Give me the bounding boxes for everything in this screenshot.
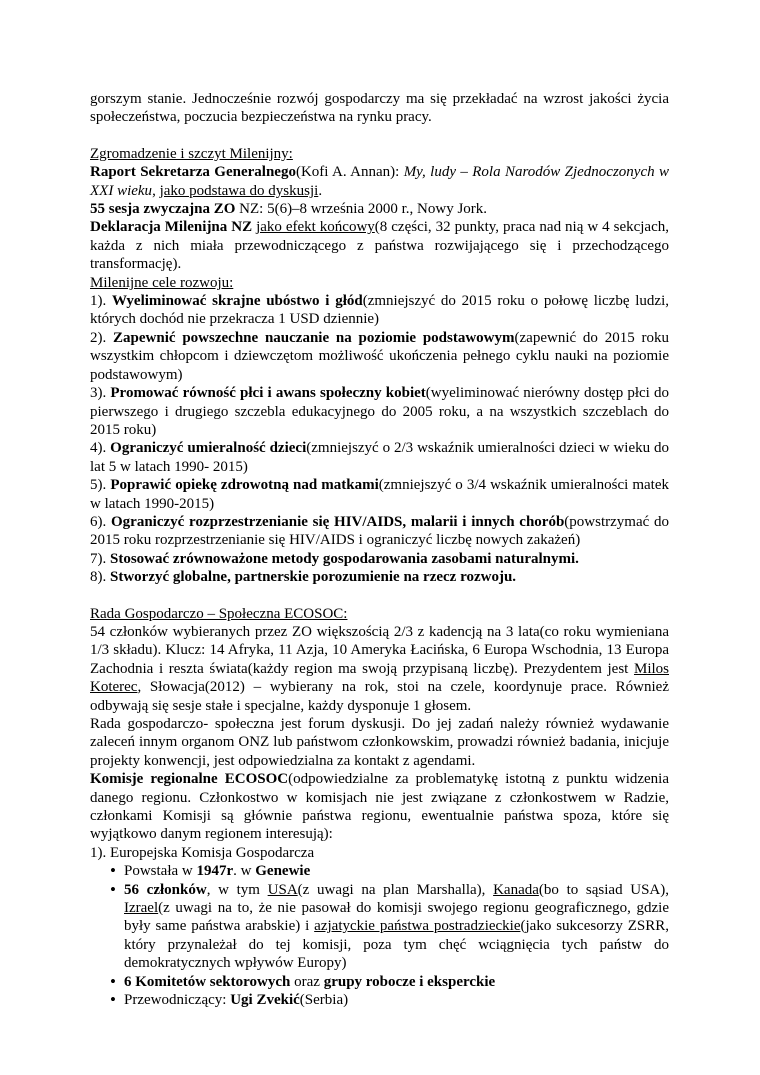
bullet-chair: • Przewodniczący: Ugi Zvekić(Serbia) bbox=[124, 991, 669, 1009]
session-line: 55 sesja zwyczajna ZO NZ: 5(6)–8 września 2000 r., Nowy Jork. bbox=[90, 201, 488, 218]
commission-title: 1). Europejska Komisja Gospodarcza bbox=[90, 844, 315, 861]
report-line: Raport Sekretarza Generalnego(Kofi A. Annan): My, ludy – Rola Narodów Zjednoczonych w XXI wieku, jako podstawa do dyskusji. bbox=[90, 164, 669, 199]
commission-bullet-list bbox=[90, 862, 669, 1009]
spacer bbox=[90, 127, 669, 145]
declaration-line: Deklaracja Milenijna NZ jako efekt końcowy(8 części, 32 punkty, praca nad nią w 4 sekcjach, każda z nich miała przewodniczącego z państwa rozwijającego się i przechodzącego transformację). bbox=[90, 219, 669, 273]
president-name: Milos Koterec bbox=[90, 660, 669, 696]
bullet-founded: • Powstała w 1947r. w Genewie bbox=[124, 862, 669, 880]
millennium-heading: Zgromadzenie i szczyt Milenijny: bbox=[90, 145, 293, 162]
goal-item: 5). Poprawić opiekę zdrowotną nad matkami(zmniejszyć o 3/4 wskaźnik umieralności matek w latach 1990-2015) bbox=[90, 477, 669, 512]
bullet-members: • 56 członków, w tym USA(z uwagi na plan Marshalla), Kanada(bo to sąsiad USA), Izrael(z uwagi na to, że nie pasował do komisji swojego regionu geograficznego, gdzie były same państwa arabskie) i azjatyckie państwa postradzieckie(jako sukcesorzy ZSRR, który przynależał do tej komisji, poza tym chęć wciągnięcia tych państw do demokratycznych wpływów Europy) bbox=[124, 881, 669, 973]
ecosoc-heading: Rada Gospodarczo – Społeczna ECOSOC: bbox=[90, 605, 348, 622]
goal-item: 6). Ograniczyć rozprzestrzenianie się HIV/AIDS, malarii i innych chorób(powstrzymać do 2015 roku rozprzestrzenianie się HIV/AIDS i ograniczyć liczbę nowych zakażeń) bbox=[90, 513, 670, 549]
goals-heading: Milenijne cele rozwoju: bbox=[90, 274, 234, 291]
intro-paragraph: gorszym stanie. Jednocześnie rozwój gospodarczy ma się przekładać na wzrost jakości życia społeczeństwa, poczucia bezpieczeństwa na rynku pracy. bbox=[90, 91, 669, 126]
document-page bbox=[90, 90, 669, 1010]
goal-item: 7). Stosować zrównoważone metody gospodarowania zasobami naturalnymi. bbox=[90, 550, 579, 567]
goal-item: 1). Wyeliminować skrajne ubóstwo i głód(zmniejszyć do 2015 roku o połowę liczbę ludzi, których dochód nie przekracza 1 USD dziennie) bbox=[90, 293, 669, 328]
regional-commissions-paragraph: Komisje regionalne ECOSOC(odpowiedzialne za problematykę istotną z punktu widzenia danego regionu. Członkostwo w komisjach nie jest związane z członkostwem w Radzie, członkami Komisji są głównie państwa regionu, ewentualnie państwa spoza, które się wyjątkowo danym regionem interesują): bbox=[90, 771, 670, 843]
goal-item: 3). Promować równość płci i awans społeczny kobiet(wyeliminować nierówny dostęp płci do pierwszego i drugiego szczebla edukacyjnego do 2005 roku, a na wszystkich szczeblach do 2015 roku) bbox=[90, 385, 669, 438]
goal-item: 2). Zapewnić powszechne nauczanie na poziomie podstawowym(zapewnić do 2015 roku wszystkim chłopcom i dziewczętom możliwość ukończenia pełnego cyklu nauki na poziomie podstawowym) bbox=[90, 329, 670, 383]
bullet-committees: • 6 Komitetów sektorowych oraz grupy robocze i eksperckie bbox=[124, 973, 669, 991]
spacer bbox=[90, 587, 669, 605]
goal-item: 4). Ograniczyć umieralność dzieci(zmniejszyć o 2/3 wskaźnik umieralności dzieci w wieku do lat 5 w latach 1990- 2015) bbox=[90, 440, 670, 475]
goal-item: 8). Stworzyć globalne, partnerskie porozumienie na rzecz rozwoju. bbox=[90, 569, 517, 586]
ecosoc-members-paragraph: 54 członków wybieranych przez ZO większością 2/3 z kadencją na 3 lata(co roku wymieniana 1/3 składu). Klucz: 14 Afryka, 11 Azja, 10 Ameryka Łacińska, 6 Europa Wschodnia, 13 Europa Zachodnia i reszta świata(każdy region ma swoją przypisaną liczbę). Prezydentem jest Milos Koterec, Słowacja(2012) – wybierany na rok, stoi na czele, koordynuje prace. Również odbywają się sesje stałe i specjalne, każdy dysponuje 1 głosem. bbox=[90, 623, 669, 714]
ecosoc-forum-paragraph: Rada gospodarczo- społeczna jest forum dyskusji. Do jej zadań należy również wydawanie zaleceń innym organom ONZ lub państwom członkowskim, prowadzi również badania, inicjuje projekty konwencji, jest odpowiedzialna za kontakt z agendami. bbox=[90, 716, 669, 769]
